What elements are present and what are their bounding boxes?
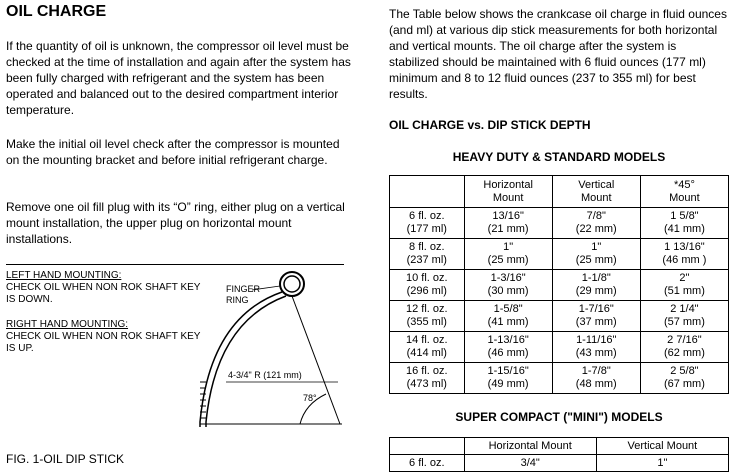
paragraph-remove-plug: Remove one oil fill plug with its “O” ring, either plug on a vertical mount installation, the upper plug on horizontal mount installations. bbox=[6, 200, 345, 246]
table-cell: 10 fl. oz. (296 ml) bbox=[390, 270, 465, 301]
oil-charge-title: OIL CHARGE bbox=[6, 3, 107, 20]
table-header-row bbox=[390, 438, 729, 455]
table-cell: 1-7/8" (48 mm) bbox=[552, 363, 640, 394]
table-intro-paragraph: The Table below shows the crankcase oil charge in fluid ounces (and ml) at various dip stick measurements for both horizontal and vertical mounts. The oil charge after the system is stabilized should be maintained with 6 fluid ounces (177 ml) minimum and 8 to 12 fluid ounces (237 to 355 ml) for best results. bbox=[389, 7, 727, 101]
table-cell: 6 fl. oz. (177 ml) bbox=[390, 208, 465, 239]
table-header-cell: Vertical Mount bbox=[552, 176, 640, 208]
table-cell: 16 fl. oz. (473 ml) bbox=[390, 363, 465, 394]
super-compact-table bbox=[389, 437, 729, 472]
right-hand-mounting-text: CHECK OIL WHEN NON ROK SHAFT KEY IS UP. bbox=[6, 331, 201, 354]
table-cell: 13/16" (21 mm) bbox=[464, 208, 552, 239]
figure-caption: FIG. 1-OIL DIP STICK bbox=[6, 452, 125, 466]
table-cell: 2" (51 mm) bbox=[640, 270, 728, 301]
finger-ring-inner bbox=[284, 276, 300, 292]
table-cell: 6 fl. oz. bbox=[390, 455, 465, 472]
table-cell: 1-5/8" (41 mm) bbox=[464, 301, 552, 332]
left-hand-mounting-title: LEFT HAND MOUNTING: bbox=[6, 270, 122, 281]
table-header-empty bbox=[390, 438, 465, 455]
table-cell: 1" (25 mm) bbox=[552, 239, 640, 270]
oil-charge-vs-dipstick-heading: OIL CHARGE vs. DIP STICK DEPTH bbox=[389, 118, 591, 132]
heavy-duty-table bbox=[389, 175, 729, 394]
table-row bbox=[390, 208, 729, 239]
table-cell: 1 13/16" (46 mm ) bbox=[640, 239, 728, 270]
paragraph-oil-quantity: If the quantity of oil is unknown, the compressor oil level must be checked at the time of installation and again after the system has been fully charged with refrigerant and the system has been operated and balanced out to the desired compartment interior temperature. bbox=[6, 39, 351, 117]
super-compact-table-title: SUPER COMPACT ("MINI") MODELS bbox=[455, 410, 663, 424]
dip-stick-inner-edge bbox=[206, 296, 286, 427]
table-cell: 14 fl. oz. (414 ml) bbox=[390, 332, 465, 363]
finger-label-line1: FINGER bbox=[226, 284, 261, 294]
table-header-cell: Horizontal Mount bbox=[464, 176, 552, 208]
paragraph-initial-check: Make the initial oil level check after the compressor is mounted on the mounting bracket and before initial refrigerant charge. bbox=[6, 137, 340, 167]
table-cell: 1-11/16" (43 mm) bbox=[552, 332, 640, 363]
table-header-cell: Horizontal Mount bbox=[464, 438, 596, 455]
table-header-cell: Vertical Mount bbox=[596, 438, 728, 455]
radius-label: 4-3/4" R (121 mm) bbox=[228, 370, 302, 380]
dip-stick-diagram bbox=[0, 262, 370, 442]
table-cell: 2 5/8" (67 mm) bbox=[640, 363, 728, 394]
table-cell: 12 fl. oz. (355 ml) bbox=[390, 301, 465, 332]
table-cell: 1-15/16" (49 mm) bbox=[464, 363, 552, 394]
dip-stick-outer-edge bbox=[200, 292, 282, 427]
table-row bbox=[390, 270, 729, 301]
right-hand-mounting-title: RIGHT HAND MOUNTING: bbox=[6, 319, 129, 330]
table-cell: 1" (25 mm) bbox=[464, 239, 552, 270]
radius-line bbox=[292, 296, 340, 424]
table-header-empty bbox=[390, 176, 465, 208]
table-cell: 2 1/4" (57 mm) bbox=[640, 301, 728, 332]
table-row bbox=[390, 239, 729, 270]
table-cell: 1-3/16" (30 mm) bbox=[464, 270, 552, 301]
table-cell: 8 fl. oz. (237 ml) bbox=[390, 239, 465, 270]
table-row bbox=[390, 301, 729, 332]
table-cell: 1" bbox=[596, 455, 728, 472]
table-row bbox=[390, 363, 729, 394]
table-cell: 2 7/16" (62 mm) bbox=[640, 332, 728, 363]
table-cell: 1-13/16" (46 mm) bbox=[464, 332, 552, 363]
table-cell: 1-1/8" (29 mm) bbox=[552, 270, 640, 301]
table-row bbox=[390, 455, 729, 472]
table-header-row bbox=[390, 176, 729, 208]
table-header-cell: *45° Mount bbox=[640, 176, 728, 208]
table-cell: 7/8" (22 mm) bbox=[552, 208, 640, 239]
left-hand-mounting-text: CHECK OIL WHEN NON ROK SHAFT KEY IS DOWN. bbox=[6, 282, 201, 305]
table-cell: 3/4" bbox=[464, 455, 596, 472]
table-row bbox=[390, 332, 729, 363]
angle-label: 78° bbox=[303, 393, 317, 403]
table-cell: 1-7/16" (37 mm) bbox=[552, 301, 640, 332]
finger-label-line2: RING bbox=[226, 295, 249, 305]
heavy-duty-table-title: HEAVY DUTY & STANDARD MODELS bbox=[452, 150, 666, 164]
table-cell: 1 5/8" (41 mm) bbox=[640, 208, 728, 239]
